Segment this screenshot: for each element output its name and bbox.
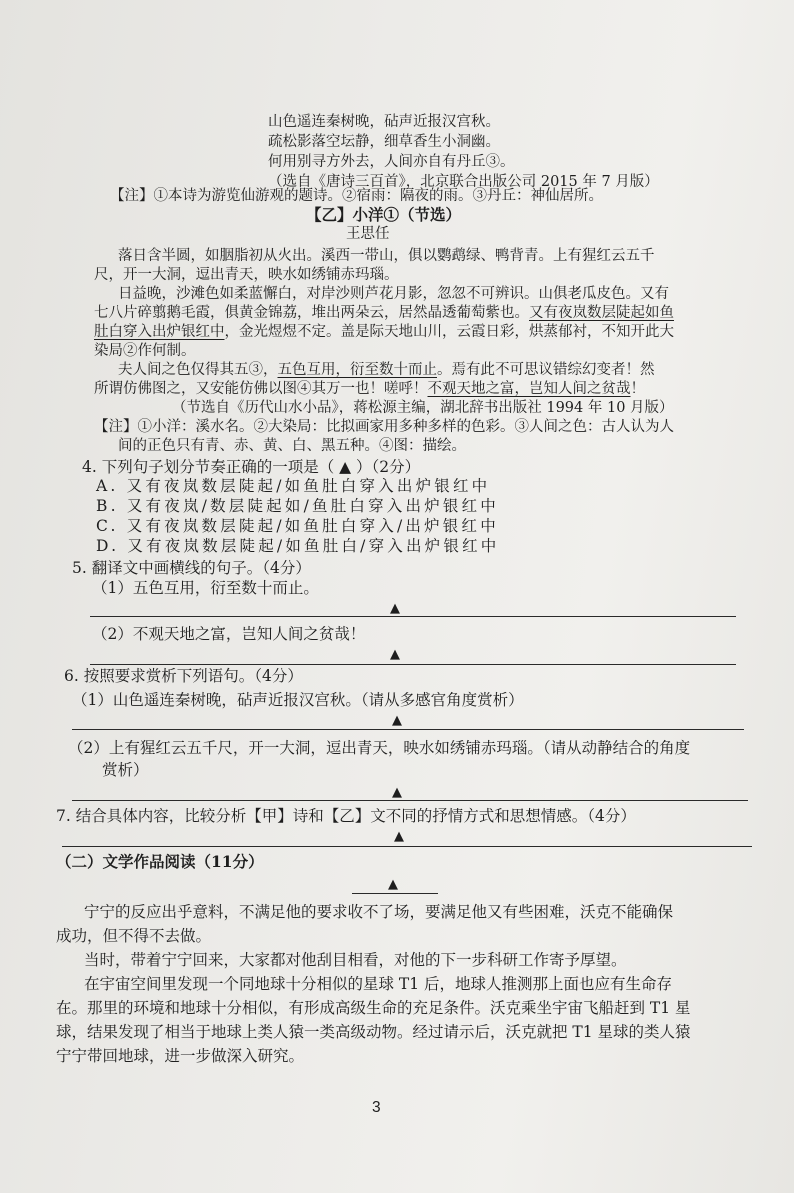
answer-line[interactable] <box>90 664 736 665</box>
q5-item-1: （1）五色互用，衍至数十而止。 <box>92 579 319 597</box>
q6-item-1: （1）山色遥连秦树晚，砧声近报汉宫秋。（请从多感官角度赏析） <box>72 691 524 709</box>
passage-b-p2-line2: 七八片碎翦鹅毛霞，俱黄金锦荔，堆出两朵云，居然晶透葡萄紫也。又有夜岚数层陡起如鱼 <box>94 305 674 321</box>
poem-source: （选自《唐诗三百首》，北京联合出版公司 2015 年 7 月版） <box>268 174 659 190</box>
passage-b-p2-line4: 染局②作何制。 <box>94 343 196 359</box>
story-p1-line1: 宁宁的反应出乎意料，不满足他的要求收不了场，要满足他又有些困难，沃克不能确保 <box>84 903 674 921</box>
story-p3-line2: 在。那里的环境和地球十分相似，有形成高级生命的充足条件。沃克乘坐宇宙飞船赶到 T1 星 <box>56 999 691 1017</box>
q4-option-a: A. 又有夜岚数层陡起/如鱼肚白穿入出炉银红中 <box>96 477 491 495</box>
page-number: 3 <box>372 1099 381 1116</box>
q4-option-c: C. 又有夜岚数层陡起/如鱼肚白穿入/出炉银红中 <box>96 517 499 535</box>
passage-b-p2-line3: 肚白穿入出炉银红中，金光煜煜不定。盖是际天地山川，云霞日彩，烘蒸郁衬，不知开此大 <box>94 324 674 340</box>
passage-b-p2-line1: 日益晚，沙滩色如柔蓝懈白，对岸沙则芦花月影，忽忽不可辨识。山俱老瓜皮色。又有 <box>118 286 669 302</box>
poem-line-3: 何用别寻方外去，人间亦自有丹丘③。 <box>268 154 515 170</box>
story-p3-line4: 宁宁带回地球，进一步做深入研究。 <box>56 1047 305 1065</box>
q6-stem: 6. 按照要求赏析下列语句。（4分） <box>64 667 303 685</box>
story-p1-line2: 成功，但不得不去做。 <box>56 927 212 945</box>
passage-b-note-line2: 间的正色只有青、赤、黄、白、黑五种。④图：描绘。 <box>118 438 466 454</box>
poem-line-1: 山色遥连秦树晚，砧声近报汉宫秋。 <box>268 114 500 130</box>
story-p2: 当时，带着宁宁回来，大家都对他刮目相看，对他的下一步科研工作寄予厚望。 <box>84 951 627 969</box>
answer-line[interactable] <box>90 616 736 617</box>
passage-b-title: 【乙】小洋①（节选） <box>306 205 462 224</box>
answer-line[interactable] <box>72 800 748 801</box>
answer-mark: ▲ <box>394 829 404 844</box>
q4-option-d: D. 又有夜岚数层陡起/如鱼肚白/穿入出炉银红中 <box>96 537 500 555</box>
answer-mark: ▲ <box>390 647 400 662</box>
story-p3-line1: 在宇宙空间里发现一个同地球十分相似的星球 T1 后，地球人推测那上面也应有生命存 <box>84 975 673 993</box>
passage-b-p3-line1: 夫人间之色仅得其五③，五色互用，衍至数十而止。焉有此不可思议错综幻变者！然 <box>118 362 655 378</box>
answer-mark: ▲ <box>392 785 402 800</box>
poem-note: 【注】①本诗为游览仙游观的题诗。②宿雨：隔夜的雨。③丹丘：神仙居所。 <box>110 188 603 204</box>
underlined-sentence-2: 不观天地之富，岂知人间之贫哉 <box>427 381 631 397</box>
answer-mark: ▲ <box>388 877 398 892</box>
underlined-sentence-rhythm: 又有夜岚数层陡起如鱼 <box>529 305 674 321</box>
q4-option-b: B. 又有夜岚/数层陡起如/鱼肚白穿入出炉银红中 <box>96 497 499 515</box>
section-2-title: （二）文学作品阅读（11分） <box>56 852 264 871</box>
story-title-blank[interactable] <box>352 893 438 894</box>
passage-b-author: 王思任 <box>346 226 390 242</box>
passage-b-note-line1: 【注】①小洋：溪水名。②大染局：比拟画家用多种多样的色彩。③人间之色：古人认为人 <box>94 419 674 435</box>
answer-line[interactable] <box>72 729 744 730</box>
passage-b-p1-line1: 落日含半圆，如胭脂初从火出。溪西一带山，俱以鹦鹉绿、鸭背青。上有猩红云五千 <box>118 248 655 264</box>
q5-item-2: （2）不观天地之富，岂知人间之贫哉！ <box>92 625 366 643</box>
q4-stem: 4. 下列句子划分节奏正确的一项是（ ▲ ）（2分） <box>82 458 421 476</box>
answer-mark: ▲ <box>390 601 400 616</box>
answer-mark: ▲ <box>392 713 402 728</box>
q6-item-2-line1: （2）上有猩红云五千尺，开一大洞，逗出青天，映水如绣铺赤玛瑙。（请从动静结合的角度 <box>68 739 691 757</box>
q6-item-2-line2: 赏析） <box>102 761 149 779</box>
underlined-sentence-1: 五色互用，衍至数十而止 <box>277 362 437 378</box>
story-p3-line3: 球，结果发现了相当于地球上类人猿一类高级动物。经过请示后，沃克就把 T1 星球的类人猿 <box>56 1023 691 1041</box>
passage-b-p3-line2: 所谓仿佛图之，又安能仿佛以图④其万一也！嗟呼！不观天地之富，岂知人间之贫哉！ <box>94 381 645 397</box>
passage-b-source: （节选自《历代山水小品》，蒋松源主编，湖北辞书出版社 1994 年 10 月版） <box>172 400 674 416</box>
underlined-sentence-rhythm-cont: 肚白穿入出炉银红中 <box>94 324 225 340</box>
q7-stem: 7. 结合具体内容，比较分析【甲】诗和【乙】文不同的抒情方式和思想情感。（4分） <box>56 807 636 825</box>
poem-line-2: 疏松影落空坛静，细草香生小洞幽。 <box>268 134 500 150</box>
q5-stem: 5. 翻译文中画横线的句子。（4分） <box>72 559 311 577</box>
passage-b-p1-line2: 尺，开一大洞，逗出青天，映水如绣铺赤玛瑙。 <box>94 267 399 283</box>
answer-line[interactable] <box>62 846 752 847</box>
